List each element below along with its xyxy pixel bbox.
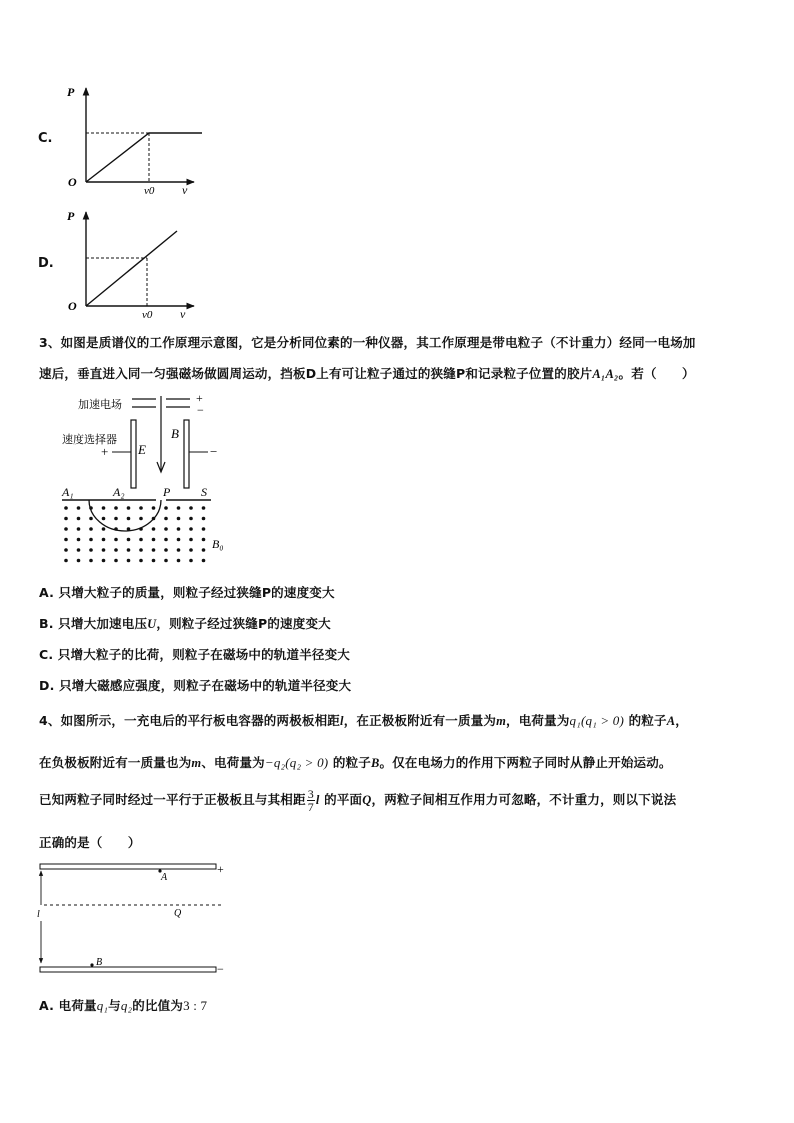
field-dot — [77, 527, 81, 531]
q3-option-a: A. 只增大粒子的质量，则粒子经过狭缝P的速度变大 — [39, 585, 335, 600]
field-dot — [152, 527, 156, 531]
field-dot — [189, 559, 193, 563]
accel-minus: − — [197, 403, 204, 417]
e-field-label: E — [138, 442, 146, 457]
field-dot — [189, 538, 193, 542]
field-dot — [139, 517, 143, 521]
field-dot — [152, 548, 156, 552]
field-dot — [64, 506, 68, 510]
particle-a-label: A — [161, 872, 168, 883]
origin-label: O — [68, 175, 77, 189]
a1-label: A₁ — [62, 485, 74, 499]
x-axis-label: v — [182, 183, 188, 197]
field-dot — [102, 527, 106, 531]
field-dot — [102, 506, 106, 510]
field-dot — [89, 559, 93, 563]
field-dot — [77, 517, 81, 521]
q4-line-3: 已知两粒子同时经过一平行于正极板且与其相距 $\frac{3}{7}$ l 的平面Q，两粒子间相互作用力可忽略，不计重力，则以下说法 — [39, 787, 677, 814]
field-dot — [64, 548, 68, 552]
field-dot — [77, 548, 81, 552]
q3-option-d: D. 只增大磁感应强度，则粒子在磁场中的轨道半径变大 — [39, 678, 352, 693]
b0-label: B₀ — [212, 537, 224, 551]
field-dot — [202, 527, 206, 531]
field-dot — [139, 506, 143, 510]
field-dot — [202, 548, 206, 552]
field-dot — [114, 548, 118, 552]
particle-b — [90, 963, 93, 966]
q3-film-var: A₁A₂ — [592, 367, 619, 381]
x-axis-label: v — [180, 307, 186, 321]
field-dot — [102, 548, 106, 552]
field-dot — [114, 559, 118, 563]
field-dot — [152, 559, 156, 563]
field-dot — [202, 506, 206, 510]
field-dot — [202, 517, 206, 521]
field-dot — [64, 527, 68, 531]
mass-spectrometer-figure — [56, 390, 246, 568]
selector-plate-right — [184, 420, 189, 488]
graph-d — [62, 206, 202, 324]
field-dot — [164, 559, 168, 563]
field-dot — [177, 559, 181, 563]
field-dot — [127, 559, 131, 563]
origin-label: O — [68, 299, 77, 313]
field-dot — [114, 538, 118, 542]
q3-line-2: 速后，垂直进入同一匀强磁场做圆周运动，挡板D上有可让粒子通过的狭缝P和记录粒子位置的胶片A₁A₂。若（ ） — [39, 366, 695, 381]
field-dot — [189, 548, 193, 552]
field-dot — [127, 506, 131, 510]
fraction-3-7: $\frac{3}{7}$ — [307, 787, 314, 814]
field-dot — [77, 538, 81, 542]
field-dot — [64, 517, 68, 521]
graph-c — [62, 82, 202, 200]
particle-b-label: B — [96, 957, 103, 968]
field-dot — [189, 517, 193, 521]
y-axis-label: P — [67, 209, 75, 223]
q4-option-a: A. 电荷量q₁与q₂的比值为3 : 7 — [39, 998, 208, 1013]
field-dot — [64, 559, 68, 563]
negative-sign: − — [217, 962, 224, 976]
field-dot — [139, 538, 143, 542]
q3-option-b: B. 只增大加速电压U，则粒子经过狭缝P的速度变大 — [39, 616, 331, 631]
capacitor-figure — [34, 855, 234, 980]
accel-field-label: 加速电场 — [78, 399, 122, 411]
field-dot — [139, 559, 143, 563]
positive-plate — [40, 864, 216, 869]
q4-line-4: 正确的是（ ） — [39, 835, 141, 850]
positive-sign: + — [217, 862, 224, 876]
field-dot — [127, 517, 131, 521]
tick-label: v0 — [144, 185, 155, 197]
y-axis-label: P — [67, 85, 75, 99]
q4-line-2: 在负极板附近有一质量也为m、电荷量为−q₂(q₂ > 0) 的粒子B。仅在电场力的作用下两粒子同时从静止开始运动。 — [39, 755, 672, 770]
q3-option-c: C. 只增大粒子的比荷，则粒子在磁场中的轨道半径变大 — [39, 647, 350, 662]
q3-line-1: 3、如图是质谱仪的工作原理示意图，它是分析同位素的一种仪器，其工作原理是带电粒子（不计重力）经同一电场加 — [39, 335, 696, 350]
negative-plate — [40, 967, 216, 972]
curve — [86, 231, 177, 306]
curve — [86, 133, 202, 182]
trajectory — [89, 500, 161, 531]
field-dot — [164, 517, 168, 521]
field-dot — [189, 527, 193, 531]
s-label: S — [201, 485, 207, 499]
field-dot — [189, 506, 193, 510]
field-dot — [177, 527, 181, 531]
field-dot — [202, 559, 206, 563]
a2-label: A₂ — [113, 485, 125, 499]
field-dot — [202, 538, 206, 542]
selector-plus: + — [101, 444, 109, 459]
field-dot — [177, 506, 181, 510]
field-dot — [77, 559, 81, 563]
field-dot — [164, 527, 168, 531]
field-dot — [177, 538, 181, 542]
b-field-label: B — [171, 426, 179, 441]
q4-line-1: 4、如图所示，一充电后的平行板电容器的两极板相距l，在正极板附近有一质量为m，电荷量为q₁(q₁ > 0) 的粒子A， — [39, 713, 688, 728]
distance-label: l — [37, 909, 40, 920]
field-dot — [114, 506, 118, 510]
field-dot — [102, 559, 106, 563]
field-dot — [102, 538, 106, 542]
plane-q-label: Q — [174, 908, 182, 919]
field-dot — [177, 517, 181, 521]
magnetic-field-dots — [64, 506, 205, 562]
option-c-label: C. — [38, 131, 53, 146]
field-dot — [152, 538, 156, 542]
field-dot — [127, 548, 131, 552]
field-dot — [102, 517, 106, 521]
selector-minus: − — [210, 444, 218, 459]
field-dot — [164, 548, 168, 552]
tick-label: v0 — [142, 309, 153, 321]
field-dot — [89, 538, 93, 542]
option-d-label: D. — [38, 256, 54, 271]
selector-plate-left — [131, 420, 136, 488]
field-dot — [139, 548, 143, 552]
field-dot — [89, 527, 93, 531]
field-dot — [64, 538, 68, 542]
slit-p-label: P — [163, 485, 171, 499]
field-dot — [164, 506, 168, 510]
field-dot — [177, 548, 181, 552]
field-dot — [164, 538, 168, 542]
accel-plus: + — [196, 391, 203, 405]
field-dot — [89, 517, 93, 521]
field-dot — [127, 538, 131, 542]
field-dot — [152, 506, 156, 510]
velocity-selector-label: 速度选择器 — [62, 434, 117, 446]
field-dot — [89, 548, 93, 552]
field-dot — [77, 506, 81, 510]
field-dot — [114, 517, 118, 521]
